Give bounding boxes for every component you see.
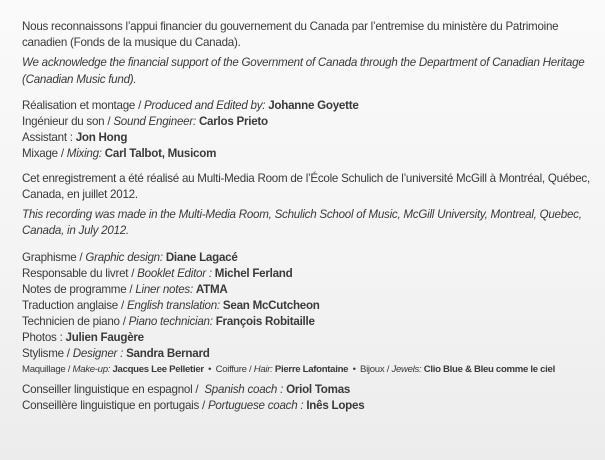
credit-graphic-design: Graphisme / Graphic design: Diane Lagacé [22,250,238,264]
credit-translation: Traduction anglaise / English translation: Sean McCutcheon [22,298,320,312]
recording-en: This recording was made in the Multi-Media Room, Schulich School of Music, McGill University, Montreal, Quebec, Canada, in July 2012. [22,208,582,238]
credit-piano-technician: Technicien de piano / Piano technician: François Robitaille [22,314,315,328]
credit-assistant: Assistant : Jon Hong [22,130,128,144]
credit-mixing: Mixage / Mixing: Carl Talbot, Musicom [22,146,217,160]
credit-produced-by: Réalisation et montage / Produced and Edited by: Johanne Goyette [22,98,359,112]
credit-portuguese-coach: Conseillère linguistique en portugais / Portuguese coach : Inês Lopes [22,398,365,412]
bullet-separator: • [352,363,356,375]
funding-en: We acknowledge the financial support of the Government of Canada through the Department of Canadian Heritage (Canadian Music fund). [22,56,585,86]
credits-page [22,19,594,414]
credit-designer: Stylisme / Designer : Sandra Bernard [22,346,210,360]
credit-booklet-editor: Responsable du livret / Booklet Editor : Michel Ferland [22,266,293,280]
credit-sound-engineer: Ingénieur du son / Sound Engineer: Carlos Prieto [22,114,268,128]
design-credits [22,250,594,378]
recording-fr: Cet enregistrement a été réalisé au Multi-Media Room de l’École Schulich de l’université McGill à Montréal, Québec, Canada, en juillet 2012. [22,171,590,202]
production-credits [22,98,594,162]
funding-fr: Nous reconnaissons l’appui financier du gouvernement du Canada par l’entremise du ministère du Patrimoine canadien (Fonds de la musique du Canada). [22,20,559,50]
credit-spanish-coach: Conseiller linguistique en espagnol / Spanish coach : Oriol Tomas [22,382,351,396]
coach-credits [22,382,594,414]
credit-photos: Photos : Julien Faugère [22,330,144,344]
bullet-separator: • [208,363,212,375]
credit-liner-notes: Notes de programme / Liner notes: ATMA [22,282,228,296]
credit-styling-line: Maquillage / Make-up: Jacques Lee Pelletier • Coiffure / Hair: Pierre Lafontaine • Bijoux / Jewels: Clio Blue & Bleu comme le ciel [22,363,555,375]
